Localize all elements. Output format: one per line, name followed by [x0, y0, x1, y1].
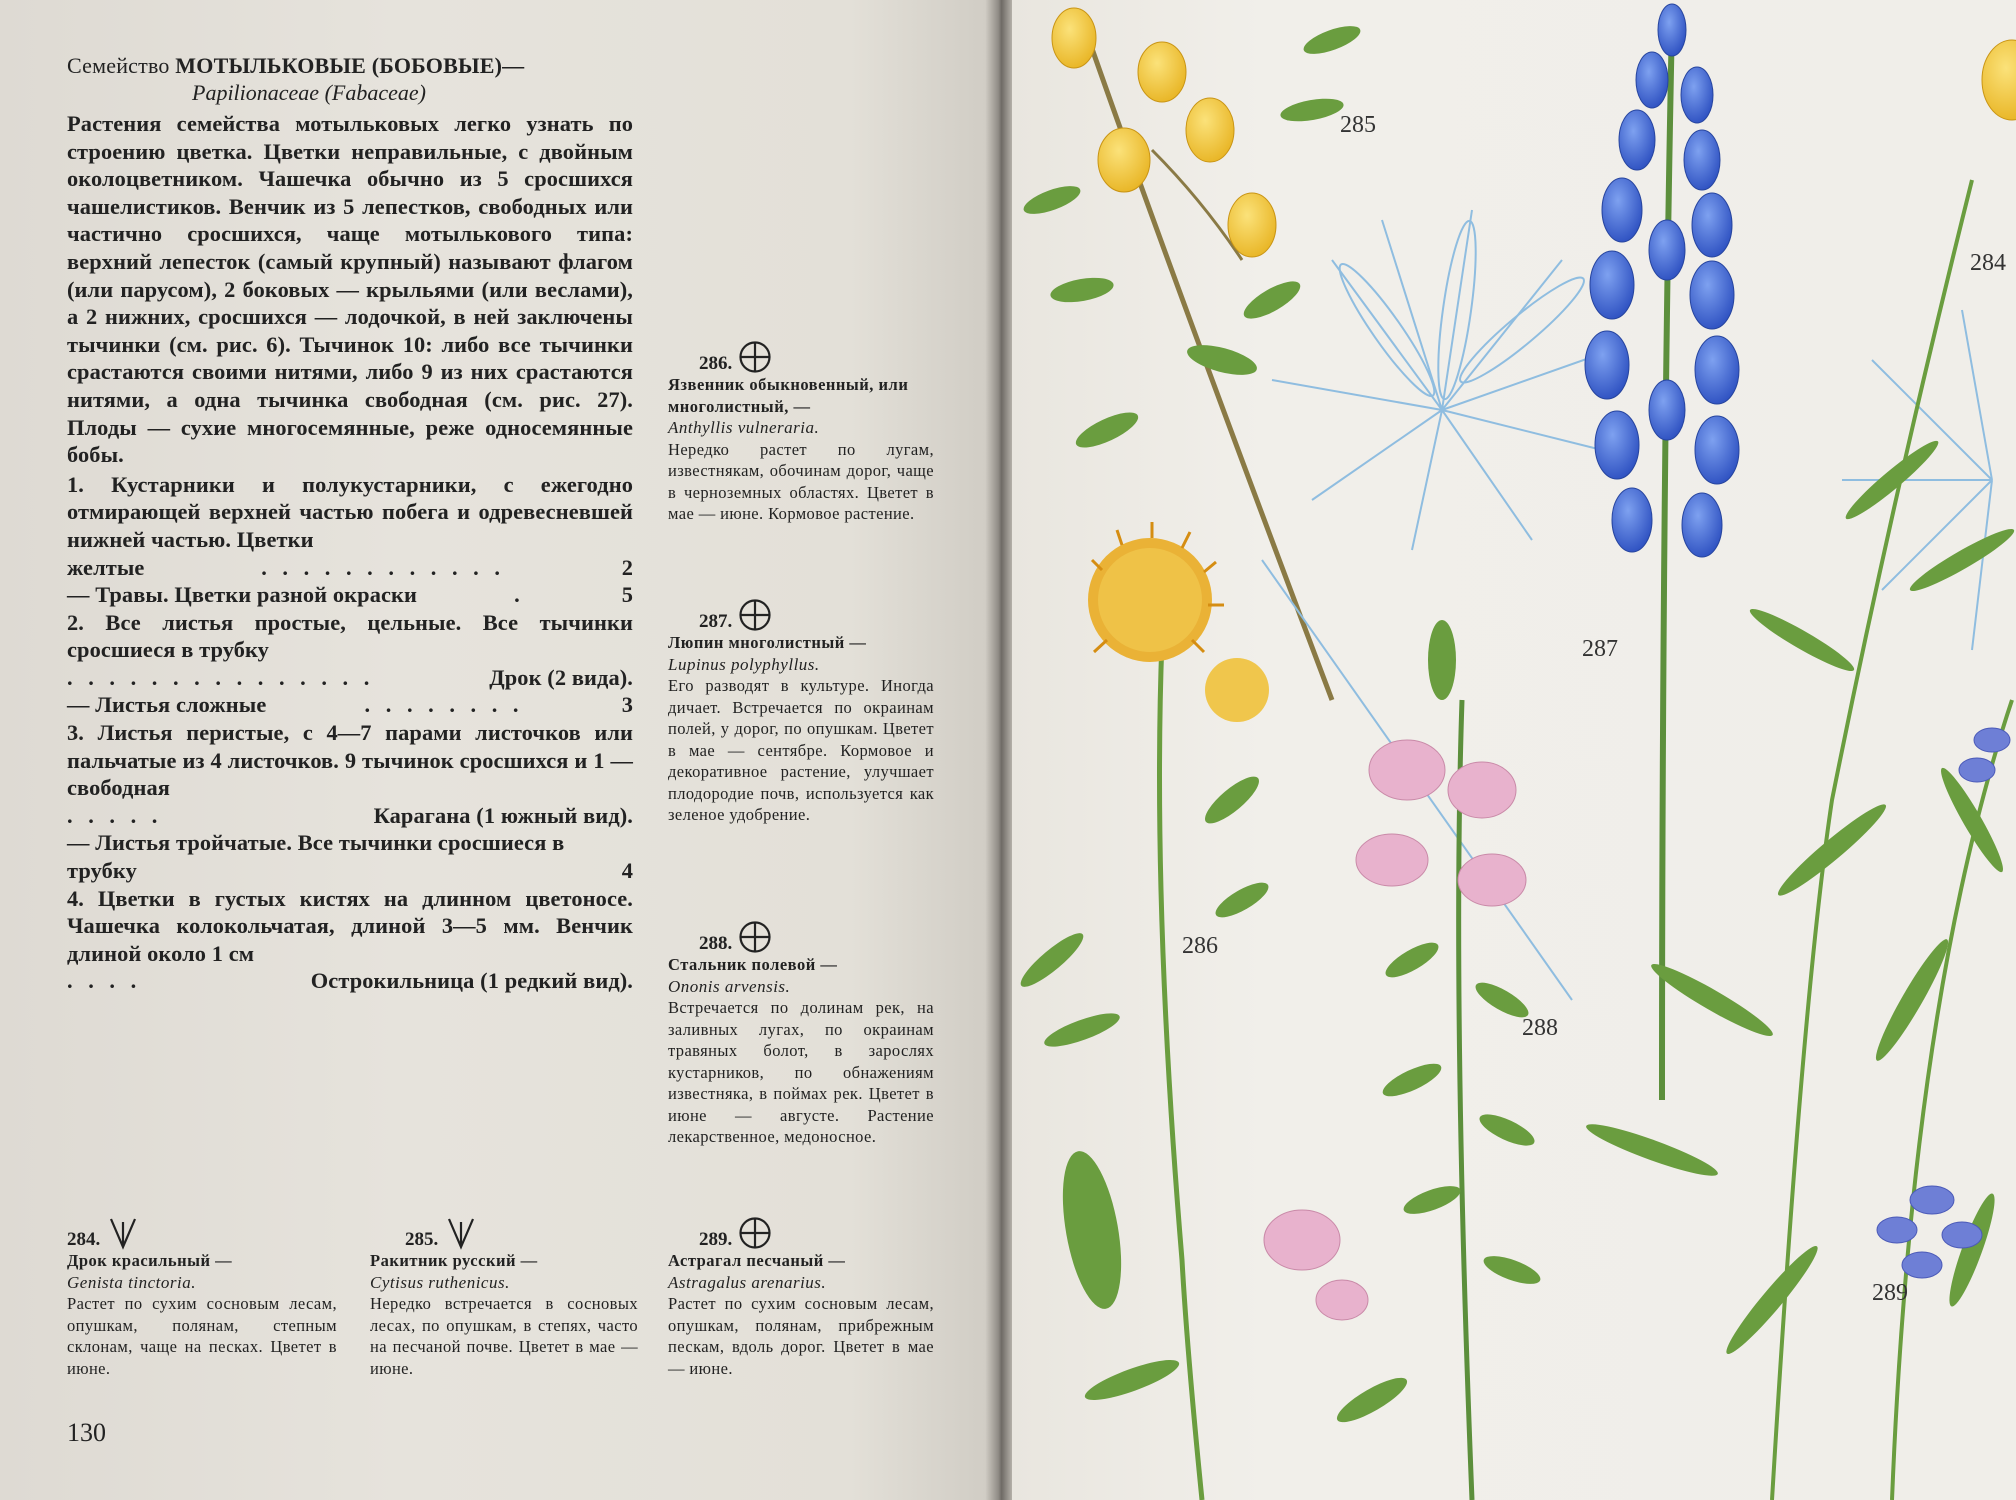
book-spine	[985, 0, 1015, 1500]
species-description: Нередко растет по лугам, известнякам, обочинам дорог, чаще в черноземных областях. Цветет в мае — июне. Кормовое растение.	[668, 439, 934, 523]
family-description	[67, 110, 633, 469]
heading-latin: Papilionaceae	[192, 80, 320, 105]
plate-label-286: 286	[1182, 933, 1218, 959]
key-step-3b-target: 4	[621, 858, 633, 884]
page-number: 130	[67, 1418, 106, 1447]
key-step-1b-text: — Травы. Цветки разной окраски	[67, 582, 418, 608]
species-number-row	[668, 336, 934, 374]
key-step-4-result	[67, 967, 633, 995]
plate-label-284: 284	[1970, 250, 2006, 276]
species-description: Растет по сухим сосновым лесам, опушкам, полянам, степным склонам, чаще на песках. Цветет в июне.	[67, 1294, 337, 1378]
plate-label-287: 287	[1582, 636, 1618, 662]
species-number-row	[67, 1212, 337, 1250]
key-step-4: 4. Цветки в густых кистях на длинном цветоносе. Чашечка колокольчатая, длиной 3—5 мм. Венчик длиной около 1 см	[67, 885, 633, 966]
species-number: 289.	[699, 1228, 733, 1250]
leader-dots: .	[514, 582, 525, 608]
species-name: Ракитник русский —	[370, 1251, 538, 1270]
species-number-row	[668, 1212, 934, 1250]
species-caption-288	[668, 916, 934, 1148]
astragalus-plant	[1583, 180, 2016, 1500]
species-name: Люпин многолистный —	[668, 633, 867, 652]
key-step-2-result	[67, 664, 633, 692]
arrow-down-icon	[444, 1216, 478, 1250]
key-step-1b-target: 5	[621, 582, 633, 608]
leader-dots: . . . . . . . . . . . .	[261, 554, 505, 580]
species-number-row	[668, 594, 934, 632]
species-number: 288.	[699, 932, 733, 954]
anthyllis-plant	[1015, 522, 1273, 1500]
leader-dots: . . . . . . . . . . . . . . .	[67, 664, 375, 690]
species-number-row	[668, 916, 934, 954]
ononis-plant	[1264, 620, 1544, 1500]
plate-label-289: 289	[1872, 1280, 1908, 1306]
key-step-1: 1. Кустарники и полукустарники, с ежегодно отмирающей верхней частью побега и одревесневшей нижней частью. Цветки	[67, 471, 633, 552]
family-latin-name	[67, 80, 633, 106]
family-heading	[67, 52, 633, 80]
arrow-down-icon	[106, 1216, 140, 1250]
species-name: Астрагал песчаный —	[668, 1251, 846, 1270]
lupinus-plant	[1585, 4, 1739, 1100]
key-step-1-end: желтые	[67, 554, 145, 580]
species-caption-289	[668, 1212, 934, 1379]
key-step-3: 3. Листья перистые, с 4—7 парами листочков или пальчатые из 4 листочков. 9 тычинок сросшихся и 1 — свободная	[67, 720, 633, 801]
leader-dots: . . . .	[67, 968, 142, 994]
leader-dots: . . . . .	[67, 802, 163, 828]
species-latin: Cytisus ruthenicus.	[370, 1272, 510, 1292]
plate-label-285: 285	[1340, 112, 1376, 138]
species-latin: Astragalus arenarius.	[668, 1272, 827, 1292]
botanical-plate	[1012, 0, 2016, 1500]
genus-ostrokilnitsa: Острокильница (1 редкий вид).	[310, 968, 633, 994]
species-name: Язвенник обыкновенный, или многолистный, —	[668, 375, 909, 416]
plate-label-288: 288	[1522, 1015, 1558, 1041]
key-step-3-result	[67, 802, 633, 830]
circle-cross-icon	[738, 1216, 772, 1250]
leader-dots: . . . . . . . .	[364, 692, 524, 718]
key-step-1-result	[67, 554, 633, 582]
species-caption-287	[668, 594, 934, 826]
species-latin: Lupinus polyphyllus.	[668, 654, 820, 674]
circle-cross-icon	[738, 598, 772, 632]
main-text-column	[67, 52, 633, 995]
species-description: Растет по сухим сосновым лесам, опушкам, полянам, прибрежным пескам, вдоль дорог. Цветет в мае — июне.	[668, 1294, 934, 1378]
key-step-2b	[67, 691, 633, 719]
species-name: Стальник полевой —	[668, 955, 838, 974]
species-latin: Genista tinctoria.	[67, 1272, 196, 1292]
left-page	[0, 0, 1000, 1500]
species-number: 287.	[699, 610, 733, 632]
species-caption-286	[668, 336, 934, 525]
species-latin: Ononis arvensis.	[668, 976, 791, 996]
identification-key	[67, 471, 633, 995]
species-description: Его разводят в культуре. Иногда дичает. Встречается по окраинам полей, у дорог, по опушкам. Цветет в мае — сентябре. Кормовое и декоративное растение, улучшает плодородие почв, используется как зеленое удобрение.	[668, 676, 934, 824]
species-number: 285.	[405, 1228, 439, 1250]
species-number: 286.	[699, 352, 733, 374]
key-step-3b-target-row	[67, 857, 633, 885]
genus-karagana: Карагана (1 южный вид).	[373, 802, 633, 828]
species-number: 284.	[67, 1228, 101, 1250]
heading-family-word: Семейство	[67, 53, 176, 78]
species-description: Встречается по долинам рек, на заливных лугах, по окраинам травяных болот, в зарослях кустарников, по обнажениям известняка, в поймах рек. Цветет в июне — августе. Растение лекарственное, медоносное.	[668, 998, 934, 1146]
species-number-row	[370, 1212, 638, 1250]
species-caption-285	[370, 1212, 638, 1379]
species-caption-284	[67, 1212, 337, 1379]
key-step-1b	[67, 581, 633, 609]
circle-cross-icon	[738, 340, 772, 374]
heading-latin-alt: (Fabaceae)	[324, 80, 426, 105]
species-name: Дрок красильный —	[67, 1251, 233, 1270]
key-step-1-target: 2	[621, 554, 633, 580]
genus-drok: Дрок (2 вида).	[489, 664, 633, 690]
intro-paragraph: Растения семейства мотыльковых легко узнать по строению цветка. Цветки неправильные, с двойным околоцветником. Чашечка обычно из 5 сросшихся чашелистиков. Венчик из 5 лепестков, свободных или частично сросшихся, чаще мотылькового типа: верхний лепесток (самый крупный) называют флагом (или парусом), 2 боковых — крыльями (или веслами), а 2 нижних, сросшихся — лодочкой, в ней заключены тычинки (см. рис. 6). Тычинок 10: либо все тычинки срастаются своими нитями, либо 9 из них срастаются нитями, а одна тычинка свободная (см. рис. 27). Плоды — сухие многосемянные, реже односемянные бобы.	[67, 111, 633, 468]
species-description: Нередко встречается в сосновых лесах, по опушкам, в степях, часто на песчаной почве. Цветет в мае — июне.	[370, 1294, 638, 1378]
key-step-2: 2. Все листья простые, цельные. Все тычинки сросшиеся в трубку	[67, 609, 633, 663]
heading-family-name: МОТЫЛЬКОВЫЕ (БОБОВЫЕ)—	[175, 53, 525, 78]
species-latin: Anthyllis vulneraria.	[668, 418, 820, 437]
circle-cross-icon	[738, 920, 772, 954]
key-step-3b: — Листья тройчатые. Все тычинки сросшиеся в трубку	[67, 830, 565, 884]
key-step-2b-target: 3	[621, 692, 633, 718]
plate-illustration	[1012, 0, 2016, 1500]
key-step-2b-text: — Листья сложные	[67, 692, 267, 718]
